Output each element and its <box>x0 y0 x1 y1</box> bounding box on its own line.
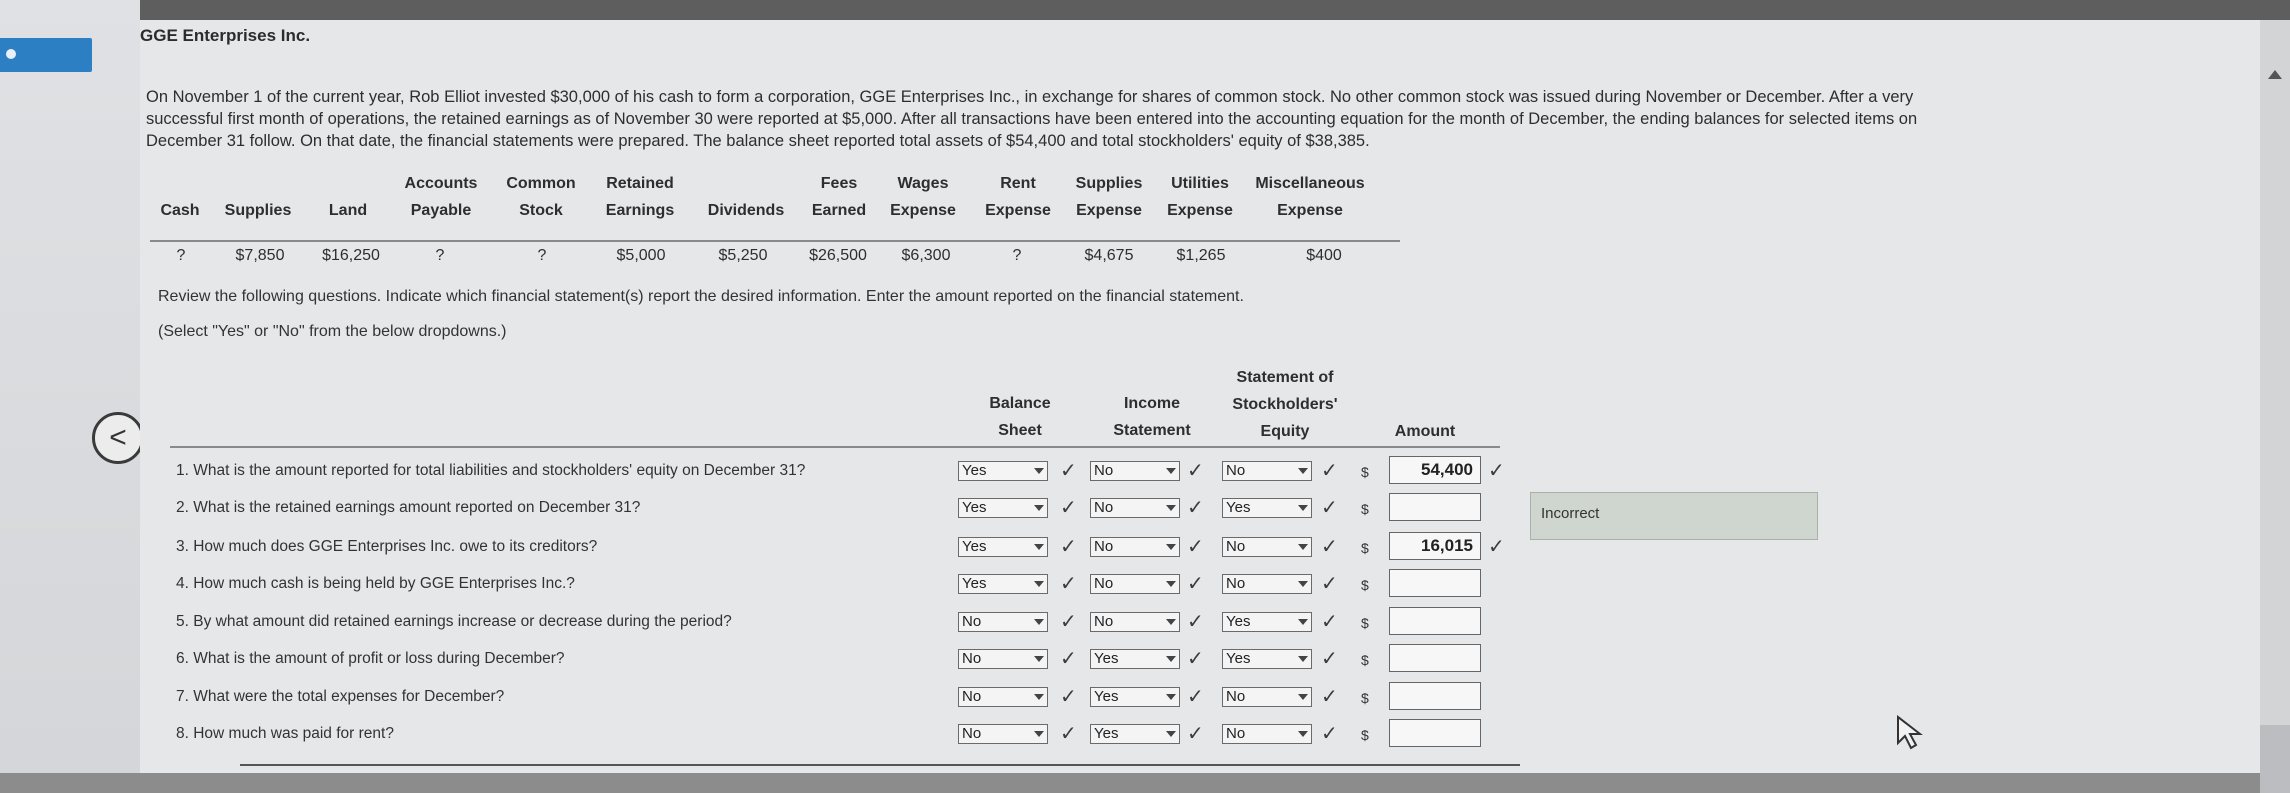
question-text: 8. How much was paid for rent? <box>176 725 394 742</box>
chevron-down-icon <box>1034 619 1044 625</box>
header-amount: Amount <box>1394 423 1456 440</box>
stockholders-equity-dropdown[interactable] <box>1222 649 1312 669</box>
checkmark-icon: ✓ <box>1060 497 1077 519</box>
checkmark-icon: ✓ <box>1060 611 1077 633</box>
dropdown-selected-value: No <box>1094 538 1114 555</box>
balance-sheet-dropdown[interactable] <box>958 574 1048 594</box>
dropdown-selected-value: No <box>962 688 982 705</box>
amount-input[interactable] <box>1389 644 1481 672</box>
dropdown-selected-value: No <box>1226 575 1246 592</box>
amount-input[interactable] <box>1389 719 1481 747</box>
balance-value: $6,300 <box>901 247 951 264</box>
problem-paragraph-line-1: On November 1 of the current year, Rob Elliot invested $30,000 of his cash to form a corporation, GGE Enterprises Inc., in exchange for shares of common stock. No other common stock was issued during November or December. After a very <box>146 88 1914 106</box>
chevron-down-icon <box>1298 505 1308 511</box>
checkmark-icon: ✓ <box>1321 497 1338 519</box>
mouse-pointer-icon <box>1895 715 1929 751</box>
back-chevron-icon: < <box>109 421 127 454</box>
amount-input[interactable] <box>1389 493 1481 521</box>
bottom-divider <box>240 764 1520 766</box>
balance-value: $4,675 <box>1084 247 1134 264</box>
question-text: 4. How much cash is being held by GGE Enterprises Inc.? <box>176 575 575 592</box>
amount-checkmark-icon: ✓ <box>1488 460 1505 482</box>
chevron-down-icon <box>1298 544 1308 550</box>
income-statement-dropdown[interactable] <box>1090 574 1180 594</box>
checkmark-icon: ✓ <box>1321 611 1338 633</box>
dropdown-selected-value: Yes <box>1094 650 1119 667</box>
chevron-down-icon <box>1034 505 1044 511</box>
balance-header-col: Utilities Expense <box>1167 175 1233 219</box>
balance-value: ? <box>1012 247 1022 264</box>
question-text: 6. What is the amount of profit or loss during December? <box>176 650 565 667</box>
scroll-thumb[interactable] <box>2260 725 2290 793</box>
balance-value: ? <box>537 247 547 264</box>
amount-input[interactable]: 16,015 <box>1389 532 1481 560</box>
dollar-sign: $ <box>1361 540 1369 556</box>
chevron-down-icon <box>1298 468 1308 474</box>
balance-value: $5,000 <box>616 247 666 264</box>
dropdown-selected-value: No <box>1226 725 1246 742</box>
dropdown-selected-value: Yes <box>1094 725 1119 742</box>
amount-input[interactable] <box>1389 569 1481 597</box>
dropdown-selected-value: Yes <box>962 538 987 555</box>
dropdown-selected-value: Yes <box>1094 688 1119 705</box>
dropdown-selected-value: Yes <box>1226 499 1251 516</box>
stockholders-equity-dropdown[interactable] <box>1222 537 1312 557</box>
checkmark-icon: ✓ <box>1060 686 1077 708</box>
dropdown-selected-value: No <box>1094 613 1114 630</box>
chevron-down-icon <box>1298 619 1308 625</box>
questions-header-rule <box>170 446 1500 448</box>
question-text: 5. By what amount did retained earnings increase or decrease during the period? <box>176 613 732 630</box>
instructions-line-2: (Select "Yes" or "No" from the below dropdowns.) <box>158 323 507 340</box>
chevron-down-icon <box>1166 619 1176 625</box>
balance-sheet-dropdown[interactable] <box>958 498 1048 518</box>
balance-header-col: Retained Earnings <box>605 175 675 219</box>
balance-value: $26,500 <box>809 247 867 264</box>
left-nav-tab[interactable] <box>0 38 92 72</box>
checkmark-icon: ✓ <box>1060 723 1077 745</box>
stockholders-equity-dropdown[interactable] <box>1222 687 1312 707</box>
balances-header-rule <box>150 240 1400 242</box>
chevron-down-icon <box>1166 694 1176 700</box>
balance-value: ? <box>435 247 445 264</box>
balance-sheet-dropdown[interactable] <box>958 649 1048 669</box>
balance-header-col: Rent Expense <box>985 175 1051 219</box>
chevron-down-icon <box>1298 731 1308 737</box>
balance-sheet-dropdown[interactable] <box>958 724 1048 744</box>
stockholders-equity-dropdown[interactable] <box>1222 498 1312 518</box>
dollar-sign: $ <box>1361 501 1369 517</box>
income-statement-dropdown[interactable] <box>1090 612 1180 632</box>
chevron-down-icon <box>1298 656 1308 662</box>
dropdown-selected-value: No <box>1094 499 1114 516</box>
scrollbar[interactable] <box>2260 20 2290 773</box>
chevron-down-icon <box>1034 731 1044 737</box>
checkmark-icon: ✓ <box>1060 573 1077 595</box>
stockholders-equity-dropdown[interactable] <box>1222 574 1312 594</box>
dropdown-selected-value: No <box>1226 462 1246 479</box>
dropdown-selected-value: No <box>1094 575 1114 592</box>
problem-paragraph-line-3: December 31 follow. On that date, the financial statements were prepared. The balance sheet reported total assets of $54,400 and total stockholders' equity of $38,385. <box>146 132 1370 150</box>
balance-sheet-dropdown[interactable] <box>958 612 1048 632</box>
chevron-down-icon <box>1298 694 1308 700</box>
header-balance-sheet: Balance Sheet <box>989 395 1051 439</box>
left-panel <box>0 0 140 773</box>
balance-header-col: Land <box>328 202 368 219</box>
balance-header-col: Common Stock <box>506 175 576 219</box>
dropdown-selected-value: No <box>962 613 982 630</box>
dropdown-selected-value: Yes <box>1226 613 1251 630</box>
income-statement-dropdown[interactable] <box>1090 687 1180 707</box>
checkmark-icon: ✓ <box>1187 648 1204 670</box>
amount-input[interactable] <box>1389 607 1481 635</box>
checkmark-icon: ✓ <box>1187 536 1204 558</box>
question-text: 2. What is the retained earnings amount reported on December 31? <box>176 499 641 516</box>
dollar-sign: $ <box>1361 652 1369 668</box>
balance-header-col: Supplies Expense <box>1075 175 1143 219</box>
balance-sheet-dropdown[interactable] <box>958 687 1048 707</box>
problem-title: GGE Enterprises Inc. <box>140 26 311 45</box>
checkmark-icon: ✓ <box>1060 536 1077 558</box>
checkmark-icon: ✓ <box>1321 686 1338 708</box>
dropdown-selected-value: Yes <box>962 462 987 479</box>
chevron-down-icon <box>1166 468 1176 474</box>
chevron-down-icon <box>1166 656 1176 662</box>
back-button[interactable] <box>92 412 144 464</box>
checkmark-icon: ✓ <box>1187 497 1204 519</box>
dropdown-selected-value: Yes <box>962 499 987 516</box>
checkmark-icon: ✓ <box>1321 460 1338 482</box>
chevron-down-icon <box>1166 505 1176 511</box>
checkmark-icon: ✓ <box>1321 723 1338 745</box>
balance-value: $7,850 <box>235 247 285 264</box>
income-statement-dropdown[interactable] <box>1090 724 1180 744</box>
dropdown-selected-value: Yes <box>962 575 987 592</box>
balance-header-col: Miscellaneous Expense <box>1255 175 1365 219</box>
stockholders-equity-dropdown[interactable] <box>1222 724 1312 744</box>
balance-value: $16,250 <box>322 247 380 264</box>
chevron-down-icon <box>1034 581 1044 587</box>
checkmark-icon: ✓ <box>1187 460 1204 482</box>
income-statement-dropdown[interactable] <box>1090 537 1180 557</box>
problem-paragraph-line-2: successful first month of operations, the retained earnings as of November 30 were reported at $5,000. After all transactions have been entered into the accounting equation for the month of December, the ending balances for selected items on <box>146 110 1918 128</box>
dollar-sign: $ <box>1361 690 1369 706</box>
checkmark-icon: ✓ <box>1060 648 1077 670</box>
balance-header-col: Supplies <box>224 202 292 219</box>
chevron-down-icon <box>1166 544 1176 550</box>
income-statement-dropdown[interactable] <box>1090 649 1180 669</box>
question-text: 3. How much does GGE Enterprises Inc. owe to its creditors? <box>176 538 598 555</box>
dollar-sign: $ <box>1361 727 1369 743</box>
checkmark-icon: ✓ <box>1187 723 1204 745</box>
dropdown-selected-value: Yes <box>1226 650 1251 667</box>
dollar-sign: $ <box>1361 464 1369 480</box>
nav-dot-icon <box>6 49 16 59</box>
dollar-sign: $ <box>1361 615 1369 631</box>
balance-value: ? <box>176 247 186 264</box>
checkmark-icon: ✓ <box>1060 460 1077 482</box>
question-text: 7. What were the total expenses for December? <box>176 688 505 705</box>
balance-sheet-dropdown[interactable] <box>958 537 1048 557</box>
chevron-down-icon <box>1034 694 1044 700</box>
income-statement-dropdown[interactable] <box>1090 498 1180 518</box>
checkmark-icon: ✓ <box>1321 573 1338 595</box>
checkmark-icon: ✓ <box>1321 648 1338 670</box>
stockholders-equity-dropdown[interactable] <box>1222 612 1312 632</box>
balance-header-col: Fees Earned <box>811 175 867 219</box>
dollar-sign: $ <box>1361 577 1369 593</box>
balance-header-col: Accounts Payable <box>404 175 478 219</box>
chevron-down-icon <box>1166 581 1176 587</box>
income-statement-dropdown[interactable] <box>1090 461 1180 481</box>
instructions-line-1: Review the following questions. Indicate which financial statement(s) report the desired information. Enter the amount reported on the financial statement. <box>158 288 1244 305</box>
chevron-down-icon <box>1034 656 1044 662</box>
chevron-down-icon <box>1298 581 1308 587</box>
checkmark-icon: ✓ <box>1321 536 1338 558</box>
amount-input[interactable]: 54,400 <box>1389 456 1481 484</box>
balance-header-col: Dividends <box>707 202 785 219</box>
balance-header-col: Cash <box>160 202 200 219</box>
stockholders-equity-dropdown[interactable] <box>1222 461 1312 481</box>
checkmark-icon: ✓ <box>1187 686 1204 708</box>
balance-header-col: Wages Expense <box>890 175 956 219</box>
checkmark-icon: ✓ <box>1187 611 1204 633</box>
dropdown-selected-value: No <box>962 725 982 742</box>
balance-value: $5,250 <box>718 247 768 264</box>
dropdown-selected-value: No <box>962 650 982 667</box>
chevron-down-icon <box>1034 468 1044 474</box>
feedback-incorrect: Incorrect <box>1530 492 1818 540</box>
balance-sheet-dropdown[interactable] <box>958 461 1048 481</box>
checkmark-icon: ✓ <box>1187 573 1204 595</box>
dropdown-selected-value: No <box>1094 462 1114 479</box>
dropdown-selected-value: No <box>1226 688 1246 705</box>
question-text: 1. What is the amount reported for total liabilities and stockholders' equity on December 31? <box>176 462 806 479</box>
balance-value: $400 <box>1306 247 1342 264</box>
chevron-down-icon <box>1166 731 1176 737</box>
balance-value: $1,265 <box>1176 247 1226 264</box>
scroll-up-arrow-icon[interactable] <box>2268 70 2282 79</box>
dropdown-selected-value: No <box>1226 538 1246 555</box>
amount-input[interactable] <box>1389 682 1481 710</box>
header-income-statement: Income Statement <box>1113 395 1191 439</box>
header-stockholders-equity: Statement of Stockholders' Equity <box>1232 369 1338 440</box>
amount-checkmark-icon: ✓ <box>1488 536 1505 558</box>
chevron-down-icon <box>1034 544 1044 550</box>
